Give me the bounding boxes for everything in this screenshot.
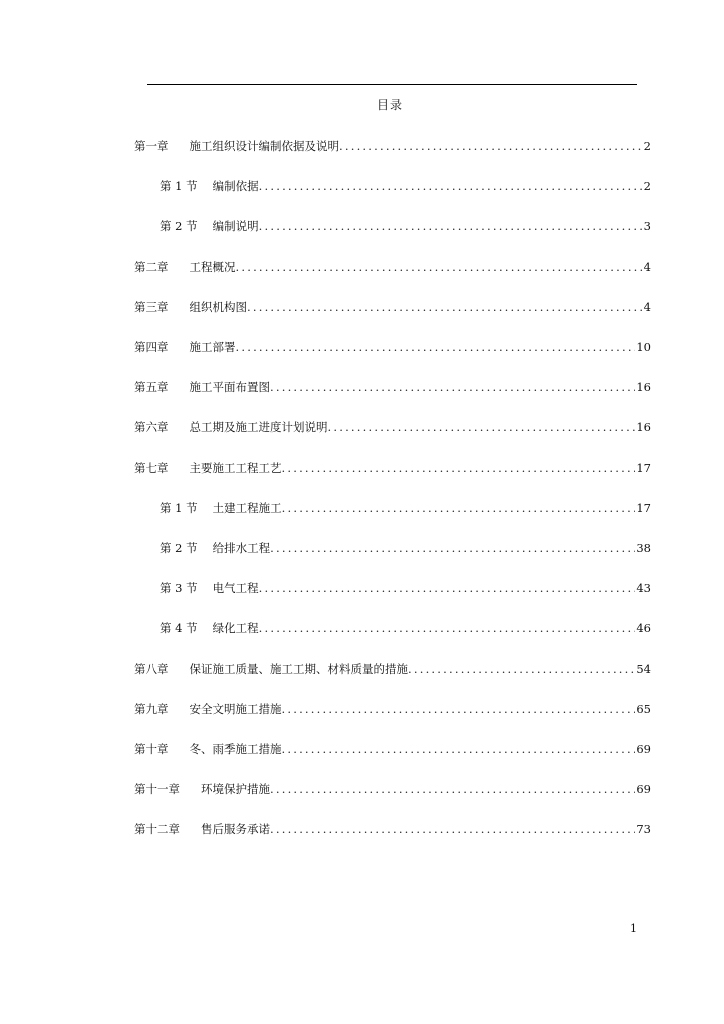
toc-entry-page: 10 xyxy=(636,340,651,354)
toc-section-entry[interactable] xyxy=(160,540,651,556)
toc-dot-leader xyxy=(339,138,643,154)
toc-chapter-entry[interactable] xyxy=(134,138,651,154)
toc-entry-title: 绿化工程 xyxy=(212,621,259,636)
toc-chapter-entry[interactable] xyxy=(134,661,651,677)
toc-entry-number: 第三章 xyxy=(134,299,169,314)
toc-entry-number: 第五章 xyxy=(134,380,169,395)
toc-entry-title: 工程概况 xyxy=(189,259,236,274)
toc-entry-title: 环境保护措施 xyxy=(201,782,270,797)
toc-entry-number: 第四章 xyxy=(134,340,169,354)
toc-dot-leader xyxy=(270,379,635,395)
toc-entry-title: 编制说明 xyxy=(212,219,259,234)
toc-entry-page: 16 xyxy=(636,380,651,395)
toc-entry-page: 43 xyxy=(636,581,651,596)
toc-entry-title: 编制依据 xyxy=(212,179,259,194)
toc-chapter-entry[interactable] xyxy=(134,460,651,476)
toc-chapter-entry[interactable] xyxy=(134,259,651,275)
toc-entry-page: 69 xyxy=(636,782,651,797)
page-number: 1 xyxy=(630,922,637,935)
toc-entry-number: 第 1 节 xyxy=(160,179,198,194)
toc-entry-page: 54 xyxy=(636,661,651,676)
toc-chapter-entry[interactable] xyxy=(134,299,651,315)
toc-dot-leader xyxy=(282,701,636,717)
toc-entry-page: 4 xyxy=(643,259,651,274)
toc-entry-number: 第 3 节 xyxy=(160,581,198,596)
toc-dot-leader xyxy=(270,540,635,556)
toc-entry-page: 65 xyxy=(636,701,651,716)
toc-entry-title: 冬、雨季施工措施 xyxy=(189,742,282,756)
toc-entry-number: 第六章 xyxy=(134,420,169,435)
toc-section-entry[interactable] xyxy=(160,178,651,194)
toc-dot-leader xyxy=(259,218,643,234)
toc-entry-page: 69 xyxy=(636,742,651,756)
toc-dot-leader xyxy=(270,821,635,837)
toc-entry-page: 2 xyxy=(643,139,651,153)
toc-entry-number: 第 2 节 xyxy=(160,219,198,234)
toc-entry-title: 保证施工质量、施工工期、材料质量的措施 xyxy=(189,661,408,676)
toc-dot-leader xyxy=(328,419,636,435)
toc-entry-title: 施工部署 xyxy=(189,340,236,354)
toc-section-entry[interactable] xyxy=(160,500,651,516)
toc-dot-leader xyxy=(408,661,635,677)
toc-entry-title: 给排水工程 xyxy=(212,541,271,555)
toc-dot-leader xyxy=(282,460,636,476)
toc-entry-number: 第十章 xyxy=(134,742,169,756)
toc-entry-title: 安全文明施工措施 xyxy=(189,701,282,716)
toc-chapter-entry[interactable] xyxy=(134,741,651,757)
toc-entry-title: 施工组织设计编制依据及说明 xyxy=(189,139,339,153)
toc-entry-number: 第 2 节 xyxy=(160,541,198,555)
toc-entry-title: 电气工程 xyxy=(212,581,259,596)
toc-entry-number: 第十二章 xyxy=(134,822,180,837)
toc-section-entry[interactable] xyxy=(160,580,651,596)
toc-entry-page: 46 xyxy=(636,621,651,636)
toc-chapter-entry[interactable] xyxy=(134,379,651,395)
toc-dot-leader xyxy=(236,259,643,275)
toc-entry-title: 总工期及施工进度计划说明 xyxy=(189,420,328,435)
toc-entry-title: 施工平面布置图 xyxy=(189,380,270,395)
toc-entry-number: 第 1 节 xyxy=(160,500,198,515)
toc-entry-number: 第九章 xyxy=(134,701,169,716)
toc-entry-page: 38 xyxy=(636,541,651,555)
toc-dot-leader xyxy=(236,339,636,355)
toc-entry-number: 第八章 xyxy=(134,661,169,676)
toc-dot-leader xyxy=(282,741,636,757)
toc-chapter-entry[interactable] xyxy=(134,419,651,435)
toc-title: 目录 xyxy=(376,98,403,112)
toc-entry-page: 17 xyxy=(636,460,651,475)
toc-dot-leader xyxy=(259,580,636,596)
toc-entry-title: 组织机构图 xyxy=(189,299,247,314)
toc-entry-title: 主要施工工程工艺 xyxy=(189,460,282,475)
toc-entry-page: 73 xyxy=(636,822,651,837)
toc-entry-number: 第七章 xyxy=(134,460,169,475)
toc-entry-page: 2 xyxy=(643,179,651,194)
toc-entry-page: 17 xyxy=(636,500,651,515)
toc-entry-number: 第二章 xyxy=(134,259,169,274)
toc-chapter-entry[interactable] xyxy=(134,701,651,717)
toc-chapter-entry[interactable] xyxy=(134,781,651,797)
toc-chapter-entry[interactable] xyxy=(134,821,651,837)
toc-section-entry[interactable] xyxy=(160,620,651,636)
toc-dot-leader xyxy=(270,781,635,797)
toc-chapter-entry[interactable] xyxy=(134,339,651,355)
toc-section-entry[interactable] xyxy=(160,218,651,234)
toc-entry-page: 4 xyxy=(643,299,651,314)
toc-dot-leader xyxy=(247,299,643,315)
toc-dot-leader xyxy=(259,620,636,636)
toc-dot-leader xyxy=(282,500,636,516)
toc-entry-page: 3 xyxy=(643,219,651,234)
toc-entry-title: 售后服务承诺 xyxy=(201,822,270,837)
toc-entry-number: 第 4 节 xyxy=(160,621,198,636)
toc-entry-number: 第十一章 xyxy=(134,782,180,797)
toc-entry-page: 16 xyxy=(636,420,651,435)
toc-entry-number: 第一章 xyxy=(134,139,169,153)
toc-entry-title: 土建工程施工 xyxy=(212,500,282,515)
toc-dot-leader xyxy=(259,178,643,194)
